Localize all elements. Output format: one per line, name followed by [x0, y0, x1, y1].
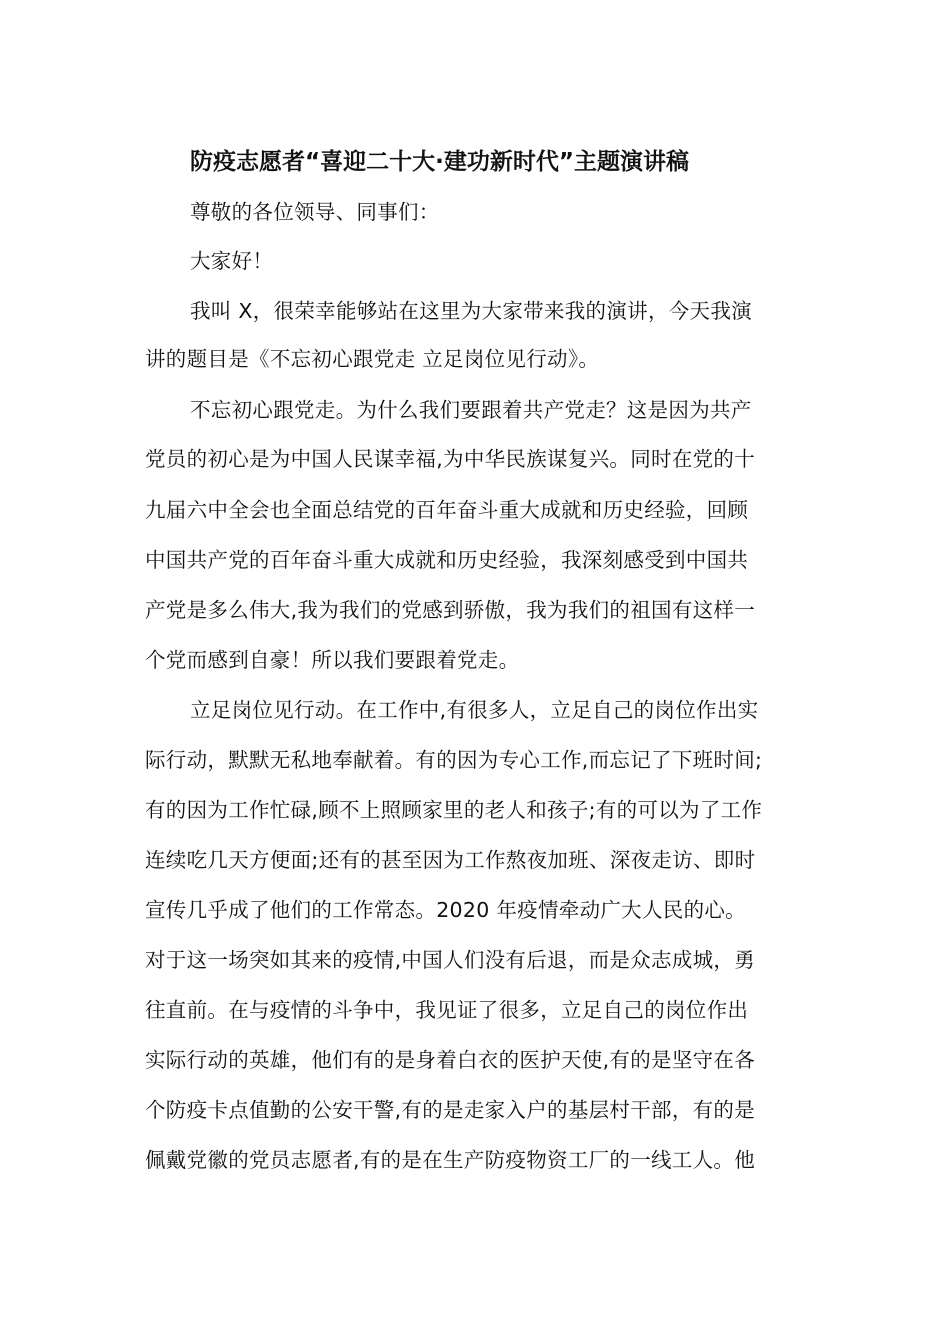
paragraph-line: 对于这一场突如其来的疫情,中国人们没有后退，而是众志成城，勇	[145, 948, 756, 972]
paragraph-line: 中国共产党的百年奋斗重大成就和历史经验，我深刻感受到中国共	[145, 548, 749, 572]
paragraph-line: 个党而感到自豪！所以我们要跟着党走。	[145, 648, 520, 672]
document-title: 防疫志愿者“喜迎二十大·建功新时代”主题演讲稿	[190, 149, 689, 175]
paragraph-line: 往直前。在与疫情的斗争中，我见证了很多，立足自己的岗位作出	[145, 998, 749, 1022]
paragraph-line: 讲的题目是《不忘初心跟党走 立足岗位见行动》。	[145, 347, 600, 371]
salutation-line: 尊敬的各位领导、同事们：	[190, 200, 440, 224]
paragraph-line: 九届六中全会也全面总结党的百年奋斗重大成就和历史经验，回顾	[145, 498, 749, 522]
paragraph-line: 宣传几乎成了他们的工作常态。2020 年疫情牵动广大人民的心。	[145, 898, 746, 922]
paragraph-line: 连续吃几天方便面;还有的甚至因为工作熬夜加班、深夜走访、即时	[145, 848, 756, 872]
paragraph-line: 不忘初心跟党走。为什么我们要跟着共产党走？这是因为共产	[190, 398, 752, 422]
paragraph-line: 立足岗位见行动。在工作中,有很多人，立足自己的岗位作出实	[190, 698, 759, 722]
paragraph-line: 际行动，默默无私地奉献着。有的因为专心工作,而忘记了下班时间;	[145, 748, 763, 772]
paragraph-line: 个防疫卡点值勤的公安干警,有的是走家入户的基层村干部，有的是	[145, 1098, 756, 1122]
paragraph-line: 佩戴党徽的党员志愿者,有的是在生产防疫物资工厂的一线工人。他	[145, 1148, 756, 1172]
paragraph-line: 有的因为工作忙碌,顾不上照顾家里的老人和孩子;有的可以为了工作	[145, 798, 763, 822]
paragraph-line: 我叫 X，很荣幸能够站在这里为大家带来我的演讲，今天我演	[190, 299, 752, 323]
paragraph-line: 产党是多么伟大,我为我们的党感到骄傲，我为我们的祖国有这样一	[145, 598, 756, 622]
paragraph-line: 党员的初心是为中国人民谋幸福,为中华民族谋复兴。同时在党的十	[145, 447, 756, 471]
greeting-line: 大家好！	[190, 249, 274, 273]
paragraph-line: 实际行动的英雄，他们有的是身着白衣的医护天使,有的是坚守在各	[145, 1048, 756, 1072]
